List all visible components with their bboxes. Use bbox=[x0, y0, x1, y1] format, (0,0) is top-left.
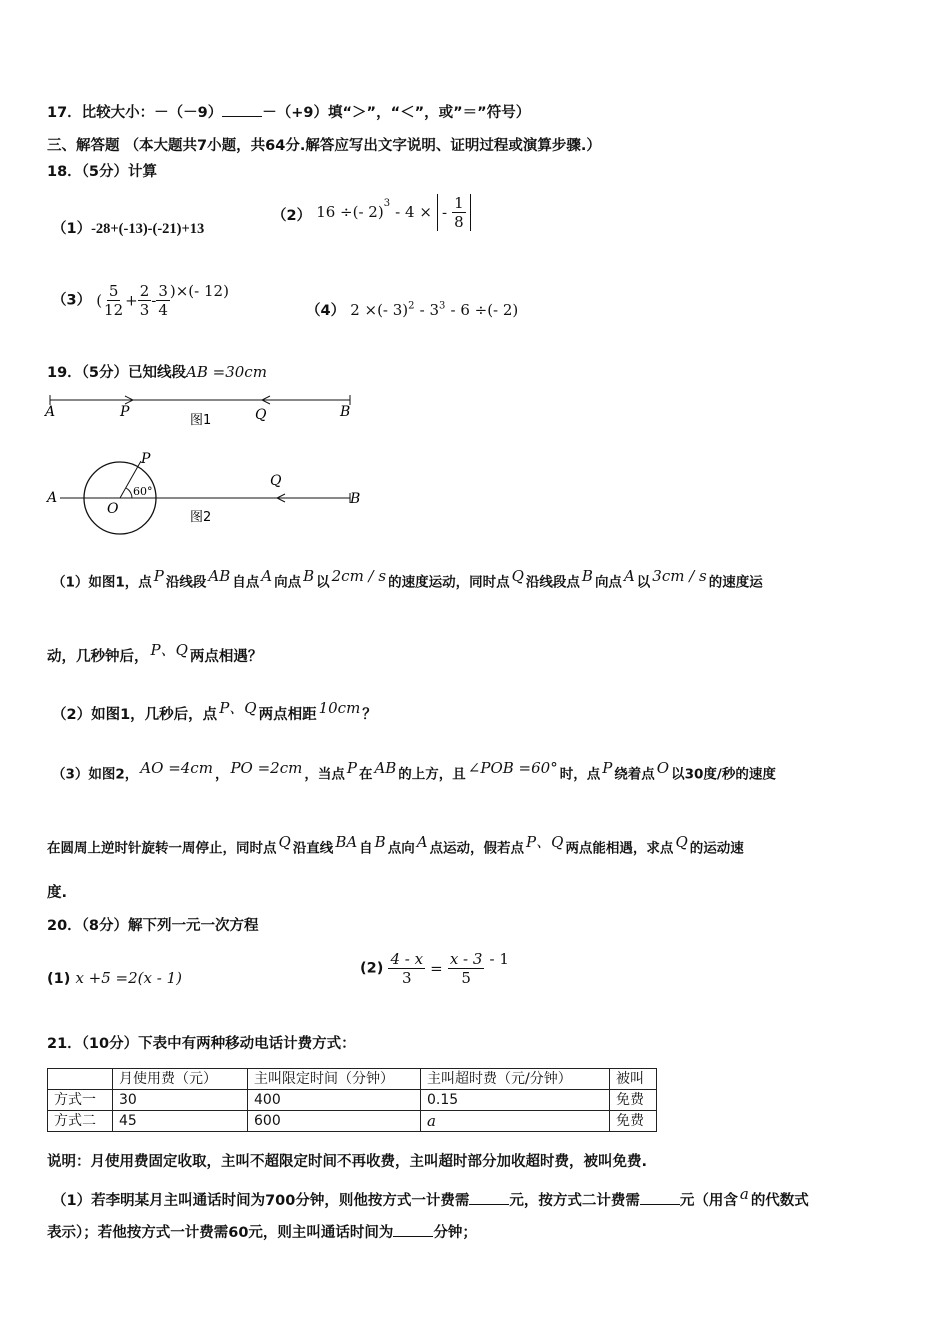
text-segment: 在圆周上逆时针旋转一周停止，同时点 bbox=[47, 840, 277, 857]
q21-note: 说明：月使用费固定收取，主叫不超限定时间不再收费，主叫超时部分加收超时费，被叫免费. bbox=[47, 1154, 648, 1170]
q18-p2-minus: - bbox=[441, 203, 448, 222]
q18-p2-expr-b: - 4 × bbox=[395, 203, 432, 221]
q21-p1-line1 bbox=[52, 1184, 809, 1211]
q18-part3 bbox=[52, 282, 229, 319]
section3-title: 三、解答题 bbox=[47, 138, 120, 154]
q18-p3-f2n: 2 bbox=[139, 282, 150, 300]
text-segment: 的速度运动，同时点 bbox=[388, 574, 510, 591]
q18-part4 bbox=[306, 300, 518, 321]
fig2-label-A: A bbox=[47, 490, 58, 506]
math-symbol: P bbox=[602, 759, 613, 777]
fig2-label-O: O bbox=[107, 501, 119, 517]
text-segment: 分钟； bbox=[433, 1225, 477, 1241]
table-cell: 方式二 bbox=[48, 1111, 113, 1132]
math-symbol: B bbox=[303, 567, 315, 585]
math-symbol: P、Q bbox=[526, 833, 564, 851]
q18-heading: 18．（5分）计算 bbox=[47, 164, 158, 180]
q18-p4-b: - 3 bbox=[419, 301, 440, 319]
q20-part2 bbox=[360, 950, 509, 987]
text-segment: 沿线段点 bbox=[525, 574, 580, 591]
answer-blank-2[interactable] bbox=[640, 1190, 680, 1205]
q19-heading: 19．（5分）已知线段 bbox=[47, 365, 187, 381]
q19-p3-line2 bbox=[47, 832, 744, 859]
q21-p1-line2 bbox=[47, 1222, 477, 1243]
text-segment: 沿直线 bbox=[292, 840, 334, 857]
q19-p3-line3: 度. bbox=[47, 885, 68, 901]
math-symbol: A bbox=[623, 567, 635, 585]
q20-p2-rd: 5 bbox=[461, 969, 471, 987]
table-cell: 45 bbox=[113, 1111, 248, 1132]
q18-p3-plus: + bbox=[125, 291, 138, 310]
math-symbol: 10cm bbox=[318, 699, 361, 717]
math-symbol: P、Q bbox=[150, 641, 188, 659]
table-header-cell: 主叫超时费（元/分钟） bbox=[421, 1069, 610, 1090]
table-cell: 30 bbox=[113, 1090, 248, 1111]
q18-p3-close: )×(- 12) bbox=[169, 281, 229, 300]
q18-p3-label: （3） bbox=[52, 292, 92, 309]
text-segment: 自 bbox=[359, 840, 373, 857]
math-symbol: PO =2cm bbox=[230, 759, 303, 777]
table-cell: 免费 bbox=[610, 1111, 657, 1132]
text-segment: ，当点 bbox=[304, 766, 345, 783]
table-cell: 400 bbox=[248, 1090, 421, 1111]
q18-p2-label: （2） bbox=[272, 208, 312, 224]
q18-p4-e2: 3 bbox=[439, 300, 446, 312]
text-segment: 动，几秒钟后， bbox=[47, 648, 149, 665]
q18-p2-den: 8 bbox=[454, 213, 464, 231]
fig1-label-A: A bbox=[45, 404, 56, 420]
table-cell: 方式一 bbox=[48, 1090, 113, 1111]
q17-tail: －（+9）填“＞”，“＜”，或”＝”符号） bbox=[262, 105, 531, 121]
text-segment: ？ bbox=[362, 706, 377, 723]
figure-1 bbox=[45, 392, 365, 432]
q18-p3-minus: - bbox=[151, 291, 157, 310]
section3-note: （本大题共7小题，共64分.解答应写出文字说明、证明过程或演算步骤.） bbox=[124, 138, 601, 154]
q17-blank[interactable] bbox=[222, 102, 262, 117]
q18-p3-open: ( bbox=[96, 291, 103, 310]
q18-p4-c: - 6 ÷(- 2) bbox=[450, 301, 519, 319]
q20-p2-ld: 3 bbox=[401, 969, 412, 987]
math-symbol: AB bbox=[208, 567, 231, 585]
section3-heading bbox=[47, 136, 601, 156]
q17-text: 17．比较大小：－（－9） bbox=[47, 105, 223, 121]
text-segment: 点运动，假若点 bbox=[429, 840, 525, 857]
q18-p4-e1: 2 bbox=[408, 300, 415, 312]
fig2-caption: 图2 bbox=[190, 510, 212, 525]
q20-p2-eq: = bbox=[430, 959, 443, 978]
fig1-label-Q: Q bbox=[255, 407, 267, 423]
fig2-label-Q: Q bbox=[270, 473, 282, 489]
math-symbol: A bbox=[261, 567, 273, 585]
fig1-label-B: B bbox=[340, 404, 351, 420]
q18-p3-f2d: 3 bbox=[139, 301, 150, 319]
text-segment: 元（用含 bbox=[679, 1192, 738, 1209]
text-segment: 元，按方式二计费需 bbox=[509, 1192, 640, 1209]
text-segment: 以 bbox=[636, 574, 651, 591]
q21-heading: 21．（10分）下表中有两种移动电话计费方式： bbox=[47, 1036, 356, 1052]
math-symbol: Q bbox=[675, 833, 688, 851]
q20-p2-label: (2) bbox=[360, 960, 384, 977]
text-segment: 两点相遇？ bbox=[189, 648, 263, 665]
q20-p2-ln: 4 - x bbox=[390, 950, 424, 968]
text-segment: 绕着点 bbox=[614, 766, 655, 783]
math-symbol: P bbox=[346, 759, 357, 777]
math-symbol: a bbox=[739, 1185, 749, 1203]
q18-part2 bbox=[272, 194, 471, 234]
q18-p1-expr: -28+(-13)-(-21)+13 bbox=[91, 221, 205, 237]
math-symbol: P bbox=[153, 567, 164, 585]
text-segment: 的代数式 bbox=[750, 1192, 809, 1209]
text-segment: （1）若李明某月主叫通话时间为700分钟，则他按方式一计费需 bbox=[52, 1192, 470, 1209]
text-segment: 以 bbox=[316, 574, 330, 591]
q20-p1-expr: x +5 =2(x - 1) bbox=[75, 969, 182, 987]
table-header-cell: 月使用费（元） bbox=[113, 1069, 248, 1090]
math-symbol: 2cm / s bbox=[331, 567, 387, 585]
q18-p3-f3d: 4 bbox=[158, 301, 168, 319]
q18-p2-abs bbox=[437, 194, 471, 231]
math-symbol: Q bbox=[278, 833, 291, 851]
text-segment: 的速度运 bbox=[708, 574, 763, 591]
text-segment: （2）如图1，几秒后，点 bbox=[52, 706, 218, 723]
text-segment: ， bbox=[214, 766, 229, 783]
text-segment: 向点 bbox=[274, 574, 302, 591]
q20-part1 bbox=[47, 968, 182, 989]
text-segment: （1）如图1，点 bbox=[52, 574, 152, 591]
fee-table bbox=[47, 1068, 657, 1132]
q18-p4-a: 2 ×(- 3) bbox=[350, 301, 409, 319]
math-symbol: B bbox=[581, 567, 593, 585]
q18-p1-label: （1） bbox=[52, 221, 92, 237]
math-symbol: 3cm / s bbox=[652, 567, 707, 585]
q19-p1-line1 bbox=[52, 566, 763, 593]
table-cell: 0.15 bbox=[421, 1090, 610, 1111]
figure-2 bbox=[45, 448, 375, 543]
text-segment: 两点能相遇，求点 bbox=[565, 840, 674, 857]
fig2-label-B: B bbox=[350, 491, 361, 507]
text-segment: 的运动速 bbox=[689, 840, 744, 857]
table-header-cell: 被叫 bbox=[610, 1069, 657, 1090]
math-symbol: A bbox=[416, 833, 428, 851]
q17-line bbox=[47, 102, 530, 123]
q20-p1-label: (1) bbox=[47, 971, 71, 987]
q19-p3-line1 bbox=[52, 758, 776, 785]
math-symbol: ∠POB =60° bbox=[467, 759, 558, 777]
text-segment: 在 bbox=[358, 766, 373, 783]
math-symbol: Q bbox=[511, 567, 524, 585]
answer-blank-3[interactable] bbox=[393, 1222, 433, 1237]
q18-part1 bbox=[52, 219, 204, 239]
q18-p4-label: （4） bbox=[306, 303, 346, 319]
math-symbol: AO =4cm bbox=[140, 759, 213, 777]
answer-blank-1[interactable] bbox=[469, 1190, 509, 1205]
q19-ab-expr: AB =30cm bbox=[186, 363, 267, 381]
q20-heading: 20．（8分）解下列一元一次方程 bbox=[47, 918, 259, 934]
q19-heading-line bbox=[47, 362, 267, 383]
text-segment: 两点相距 bbox=[258, 706, 317, 723]
text-segment: 的上方，且 bbox=[398, 766, 466, 783]
q18-p2-exp: 3 bbox=[383, 197, 391, 209]
math-symbol: AB bbox=[374, 759, 397, 777]
math-symbol: O bbox=[656, 759, 670, 777]
text-segment: 点向 bbox=[387, 840, 415, 857]
fig2-label-P: P bbox=[141, 451, 151, 467]
q18-p3-f1d: 12 bbox=[104, 301, 124, 319]
q19-p2-line bbox=[52, 698, 377, 725]
q18-p2-expr-a: 16 ÷(- 2) bbox=[316, 203, 384, 221]
table-header-row bbox=[48, 1069, 657, 1090]
math-symbol: BA bbox=[335, 833, 358, 851]
text-segment: （3）如图2， bbox=[52, 766, 139, 783]
table-cell: 免费 bbox=[610, 1090, 657, 1111]
fig1-label-P: P bbox=[120, 404, 130, 420]
q19-p1-line2 bbox=[47, 640, 262, 667]
q20-p2-tail: - 1 bbox=[489, 949, 509, 968]
math-symbol: B bbox=[374, 833, 386, 851]
fig1-caption: 图1 bbox=[190, 413, 212, 428]
text-segment: 表示）；若他按方式一计费需60元，则主叫通话时间为 bbox=[47, 1225, 394, 1241]
text-segment: 时，点 bbox=[559, 766, 601, 783]
text-segment: 以30度/秒的速度 bbox=[671, 766, 776, 783]
text-segment: 沿线段 bbox=[165, 574, 207, 591]
table-row bbox=[48, 1111, 657, 1132]
table-header-cell: 主叫限定时间（分钟） bbox=[248, 1069, 421, 1090]
table-cell: 600 bbox=[248, 1111, 421, 1132]
q20-p2-rn: x - 3 bbox=[449, 950, 483, 968]
fig2-angle: 60° bbox=[133, 485, 153, 498]
math-symbol: P、Q bbox=[219, 699, 257, 717]
table-header-cell bbox=[48, 1069, 113, 1090]
q18-p2-num: 1 bbox=[454, 194, 464, 212]
q18-p3-f1n: 5 bbox=[108, 282, 119, 300]
table-row bbox=[48, 1090, 657, 1111]
text-segment: 自点 bbox=[232, 574, 260, 591]
q18-p3-f3n: 3 bbox=[158, 282, 168, 300]
text-segment: 向点 bbox=[594, 574, 622, 591]
table-cell: a bbox=[421, 1111, 610, 1132]
